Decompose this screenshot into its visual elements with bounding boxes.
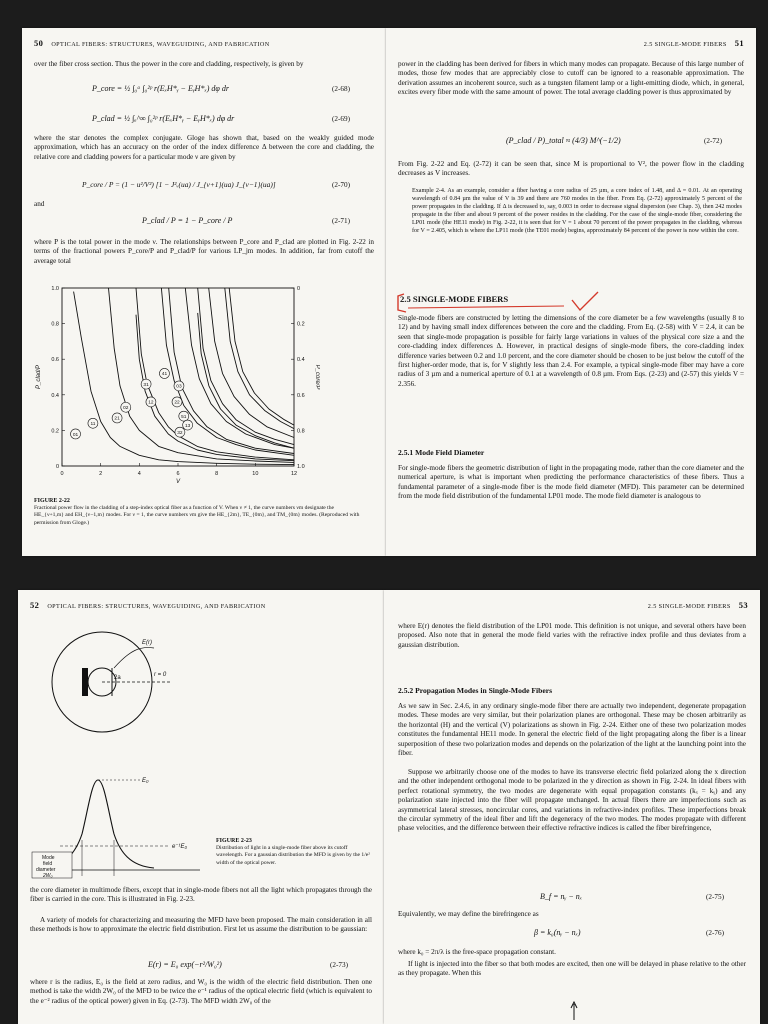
core-diameter-label: 2a <box>114 675 121 681</box>
curve-label-41: 41 <box>161 372 168 378</box>
field-curve <box>114 648 154 668</box>
y-right-tick-label: 0.4 <box>297 357 305 364</box>
underline-mark <box>408 306 564 308</box>
figure-caption-text: Distribution of light in a single-mode fiber above its cutoff wavelength. For a gaussian distribution the MFD is given by the 1/e² width of the optical power. <box>216 845 370 866</box>
page-number: 52 <box>30 600 40 610</box>
curve-label-22: 22 <box>174 400 180 406</box>
curve-label-03: 03 <box>176 384 182 390</box>
figure-caption <box>216 838 372 867</box>
paragraph: For single-mode fibers the geometric distribution of light in the propagating mode, rather than the core diameter and the numerical aperture, is what is important when predicting the performance characteristics of these fibers. Thus a fundamental parameter of a single-mode fiber is the mode field diameter (MFD). This parameter can be determined from the mode field distribution of the fundamental LP01 mode. The mode field diameter is analogous to <box>398 464 744 501</box>
equation-number: (2-69) <box>332 115 350 123</box>
curve-label-31: 31 <box>143 382 149 388</box>
page-52 <box>18 590 384 1024</box>
y-right-tick-label: 0.2 <box>297 321 305 328</box>
paragraph: Suppose we arbitrarily choose one of the modes to have its transverse electric field polarized along the x direction and the other independent orthogonal mode to be polarized in the y direction as shown in Fig. 2-24. In ideal fibers with perfect rotational symmetry, the two modes are degenerate with equal propagation constants (kₓ = kᵧ) and any polarization state injected into the fiber will propagate unchanged. In actual fibers there are imperfections such as asymmetrical lateral stresses, noncircular cores, and variations in refractive-index profiles. These imperfections break the circular symmetry of the ideal fiber and lift the degeneracy of the two modes. The modes propagate with different phase velocities, and the difference between their effective refractive indices is called the fiber birefringence, <box>398 768 746 833</box>
paragraph: where k₀ = 2π/λ is the free-space propagation constant. <box>398 948 556 956</box>
subsection-title: 2.5.2 Propagation Modes in Single-Mode Fibers <box>398 686 553 695</box>
y-axis-label-right: P_core/P <box>314 364 320 390</box>
running-head: 2.5 SINGLE-MODE FIBERS <box>643 41 727 48</box>
x-tick-label: 8 <box>215 471 219 477</box>
curve-label-11: 11 <box>90 422 96 428</box>
curve-label-02: 02 <box>123 406 129 412</box>
paragraph: where the star denotes the complex conjugate. Gloge has shown that, based on the weakly guided mode approximation, which has an accuracy on the order of the index difference Δ between the core and cladding, the relative core and cladding powers for a particular mode ν are given by <box>34 134 374 161</box>
curve-label-51: 51 <box>181 414 187 420</box>
x-tick-label: 6 <box>176 471 180 477</box>
equation-2-72: (P_clad / P)_total ≈ (4/3) M^(−1/2) <box>506 136 621 145</box>
mfd-label-line3: diameter <box>36 867 56 873</box>
figure-caption-text: Fractional power flow in the cladding of a step-index optical fiber as a function of V. When ν ≠ 1, the curve numbers νm designate the HE_{ν+1,m} and EH_{ν−1,m} modes. For ν = 1, the curve numbers νm give the HE_{2m}, TE_{0m}, and TM_{0m} modes. (Reproduced with permission from Gloge.) <box>34 505 360 526</box>
curve-label-21: 21 <box>114 416 120 422</box>
equation-2-69: P_clad = ½ ∫ₐ^∞ ∫₀²ᵖ r(EₓH*ᵧ − EᵧH*ₓ) dφ dr <box>92 114 235 123</box>
y-right-tick-label: 0.8 <box>297 428 305 435</box>
figure-2-23-diagram <box>30 630 210 880</box>
curve-label-32: 32 <box>177 430 183 436</box>
paragraph: over the fiber cross section. Thus the power in the core and cladding, respectively, is given by <box>34 60 304 68</box>
y-axis-label-left: P_clad/P <box>36 364 42 390</box>
equation-2-68: P_core = ½ ∫₀ᵃ ∫₀²ᵖ r(EₓH*ᵧ − EᵧH*ₓ) dφ dr <box>92 84 229 93</box>
page-53 <box>384 590 760 1024</box>
equation-number: (2-71) <box>332 217 350 225</box>
figure-2-24-arrow-fragment <box>564 1000 584 1020</box>
equation-2-71: P_clad / P = 1 − P_core / P <box>142 216 233 225</box>
figure-2-22-chart <box>30 278 320 494</box>
equation-number: (2-75) <box>706 893 724 901</box>
figure-caption-title: FIGURE 2-23 <box>216 838 252 844</box>
field-label: E(r) <box>142 640 152 646</box>
y-right-tick-label: 0.6 <box>297 392 305 399</box>
series-line-02 <box>136 315 294 461</box>
paragraph: where r is the radius, E₀ is the field at zero radius, and W₀ is the width of the electric field distribution. Then one method is take the width 2W₀ of the MFD to be twice the e⁻¹ radius of the optical electric field (which is equivalent to the e⁻² radius of the optical power) given in Eq. (2-73). The MFD width 2W₀ of the <box>30 978 372 1005</box>
figure-caption <box>34 498 364 527</box>
y-tick-label: 0 <box>55 464 59 470</box>
equation-number: (2-76) <box>706 929 724 937</box>
page-header <box>396 600 748 610</box>
y-tick-label: 0.2 <box>51 428 59 435</box>
y-tick-label: 0.8 <box>51 321 59 328</box>
paragraph: where E(r) denotes the field distribution of the LP01 mode. This definition is not unique, and several others have been proposed. Also note that in general the mode field varies with the refractive index profile and thus deviates from a gaussian distribution. <box>398 622 746 649</box>
curve-label-13: 13 <box>184 423 191 429</box>
connector-text: and <box>34 200 45 208</box>
paragraph: From Fig. 2-22 and Eq. (2-72) it can be seen that, since M is proportional to V², the power flow in the cladding decreases as V increases. <box>398 160 744 178</box>
equation-number: (2-72) <box>704 137 722 145</box>
y-tick-label: 0.4 <box>51 392 59 399</box>
y-tick-label: 1.0 <box>51 286 59 292</box>
series-line-51 <box>209 288 294 438</box>
paragraph: As we saw in Sec. 2.4.6, in any ordinary single-mode fiber there are actually two independent, degenerate propagation modes. These modes are very similar, but their polarization planes are orthogonal. These may be chosen arbitrarily as the horizontal (H) and the vertical (V) polarizations as shown in Fig. 2-24. Either one of these two polarization modes constitutes the fundamental HE11 mode. In general the electric field of the light propagating along the fiber is a linear superposition of these two polarization modes and depends on the polarization of the light at the launching point into the fiber. <box>398 702 746 758</box>
page-number: 50 <box>34 38 44 48</box>
page-header <box>398 38 744 48</box>
equation-number: (2-70) <box>332 181 350 189</box>
page-header <box>34 38 374 48</box>
paragraph: Single-mode fibers are constructed by letting the dimensions of the core diameter be a few wavelengths (usually 8 to 12) and by having small index differences between the core and the cladding. From Eq. (2-58) with V = 2.4, it can be seen that single-mode propagation is possible for fairly large variations in values of the physical core size a and the core-cladding index differences Δ. However, in practical designs of single-mode fibers, the core-cladding index difference varies between 0.2 and 1.0 percent, and the core diameter should be chosen to be just below the cutoff of the first higher-order mode, that is, for V slightly less than 2.4. For example, a typical single-mode fiber may have a core radius of 3 µm and a numerical aperture of 0.1 at a wavelength of 0.8 µm. From Eqs. (2-23) and (2-57) this yields V = 2.356. <box>398 314 744 388</box>
mfd-label-line2: field <box>43 861 53 867</box>
paragraph: the core diameter in multimode fibers, except that in single-mode fibers not all the light which propagates through the fiber is carried in the core. This is illustrated in Fig. 2-23. <box>30 886 372 904</box>
radius-zero-label: r = 0 <box>154 672 167 678</box>
equation-2-76: β = k₀(nᵧ − nₓ) <box>534 928 581 937</box>
mfd-label-line1: Mode <box>42 855 55 861</box>
y-right-tick-label: 0 <box>297 286 301 292</box>
subsection-title: 2.5.1 Mode Field Diameter <box>398 448 485 457</box>
equation-2-73: E(r) = E₀ exp(−r²/W₀²) <box>148 960 222 969</box>
series-line-32 <box>225 288 294 429</box>
equation-number: (2-68) <box>332 85 350 93</box>
paragraph: power in the cladding has been derived for fibers in which many modes can propagate. Because of this large number of modes, those few modes that are appreciably close to cutoff can be ignored to a reasonable approximation. The derivation assumes an incoherent source, such as a tungsten filament lamp or a light-emitting diode, which, in general, excites every fiber mode with the same amount of power. The total average cladding power is thus approximated by <box>398 60 744 97</box>
page-51 <box>386 28 756 556</box>
equation-number: (2-73) <box>330 961 348 969</box>
series-line-41 <box>185 288 294 448</box>
paragraph: Equivalently, we may define the birefringence as <box>398 910 539 918</box>
section-title: 2.5 SINGLE-MODE FIBERS <box>400 294 509 304</box>
paragraph: where P is the total power in the mode ν. The relationships between P_core and P_clad are plotted in Fig. 2-22 in terms of the fractional powers P_core/P and P_clad/P for various LP_jm modes. In addition, far from cutoff the average total <box>34 238 374 265</box>
peak-field-label: E₀ <box>142 778 149 784</box>
page-number: 53 <box>738 600 748 610</box>
curve-label-12: 12 <box>148 400 154 406</box>
running-head: 2.5 SINGLE-MODE FIBERS <box>647 603 731 610</box>
series-line-13 <box>229 288 294 425</box>
x-tick-label: 4 <box>137 471 141 477</box>
running-head: OPTICAL FIBERS: STRUCTURES, WAVEGUIDING, AND FABRICATION <box>51 41 270 48</box>
x-tick-label: 2 <box>99 471 103 477</box>
x-tick-label: 12 <box>290 471 298 477</box>
page-50 <box>22 28 386 556</box>
series-line-03 <box>198 313 294 448</box>
y-right-tick-label: 1.0 <box>297 464 305 470</box>
fiber-core-band <box>82 668 88 696</box>
x-tick-label: 10 <box>252 471 259 477</box>
checkmark-icon <box>572 292 598 310</box>
equation-2-75: B_f = nᵧ − nₓ <box>540 892 583 901</box>
equation-2-70: P_core / P = (1 − u²/V²) [1 − J²ᵥ(ua) / J_{ν+1}(ua) J_{ν−1}(ua)] <box>82 180 276 189</box>
page-header <box>30 600 372 610</box>
e-inverse-label: e⁻¹E₀ <box>172 844 188 850</box>
y-tick-label: 0.6 <box>51 357 59 364</box>
x-axis-label: V <box>175 479 181 485</box>
example-2-4: Example 2-4. As an example, consider a fiber having a core radius of 25 µm, a core index of 1.48, and Δ = 0.01. At an operating wavelength of 0.84 µm the value of V is 39 and there are 760 modes in the fiber. From Eq. (2-72) approximately 5 percent of the power propagates in the cladding. If Δ is decreased to, say, 0.003 in order to decrease signal dispersion (see Chap. 3), then 242 modes propagate in the fiber and about 9 percent of the power resides in the cladding. For the case of the single-mode fiber, considering the LP01 mode (the HE11 mode) in Fig. 2-22, it is seen that for V = 1 about 70 percent of the power propagates in the cladding, whereas for V = 2.405, which is where the LP11 mode (the TE01 mode) begins, approximately 84 percent of the power is now within the core. <box>412 188 742 234</box>
figure-caption-title: FIGURE 2-22 <box>34 498 70 504</box>
mfd-label-line4: 2W₀ <box>43 873 53 879</box>
running-head: OPTICAL FIBERS: STRUCTURES, WAVEGUIDING, AND FABRICATION <box>47 603 266 610</box>
curve-label-01: 01 <box>72 432 79 438</box>
page-number: 51 <box>734 38 744 48</box>
x-tick-label: 0 <box>60 471 64 477</box>
paragraph: If light is injected into the fiber so that both modes are excited, then one will be delayed in phase relative to the other as they propagate. When this <box>398 960 746 978</box>
paragraph: A variety of models for characterizing and measuring the MFD have been proposed. The main consideration in all these methods is how to approximate the electric field distribution. First let us assume the distribution to be gaussian: <box>30 916 372 934</box>
